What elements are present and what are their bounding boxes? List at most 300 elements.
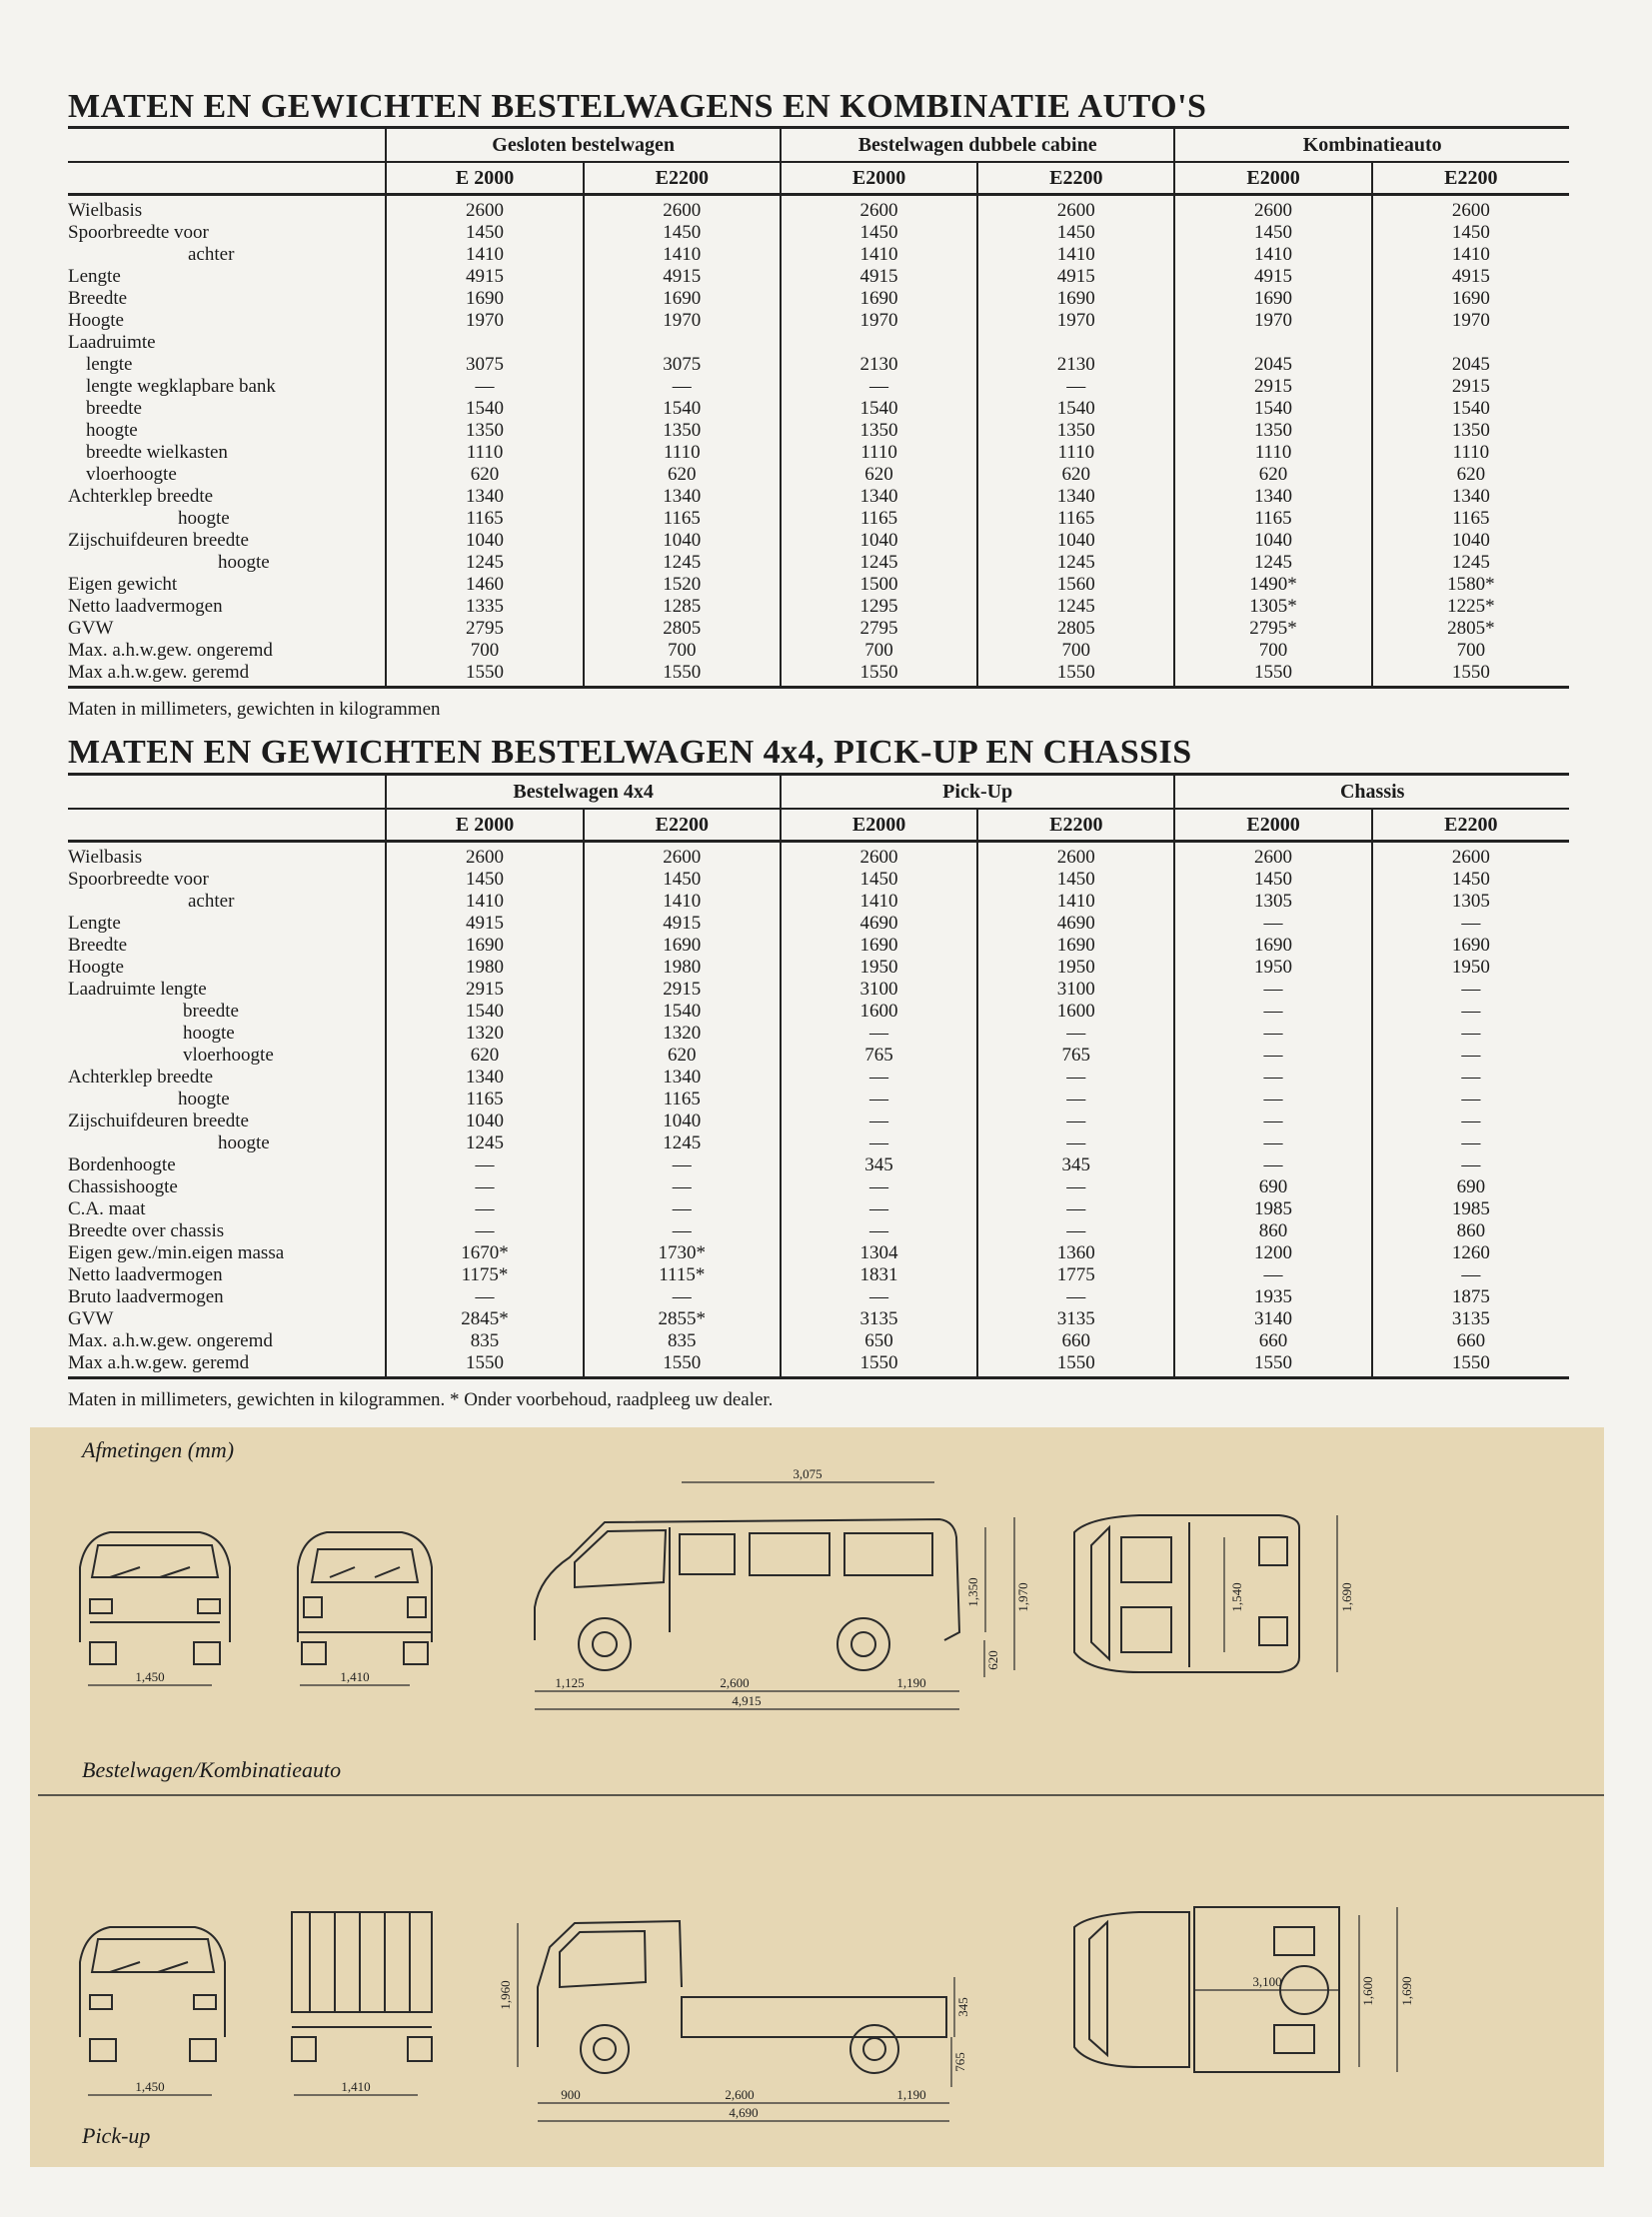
table-cell: 4915 (584, 913, 781, 935)
table-cell: 1165 (386, 508, 583, 530)
table-cell: 1550 (386, 1352, 583, 1378)
row-label: Spoorbreedte voor (68, 869, 209, 890)
row-label: Max a.h.w.gew. geremd (68, 662, 386, 688)
table-cell: — (1372, 1089, 1569, 1110)
table-cell: 1260 (1372, 1242, 1569, 1264)
table-cell: 3100 (781, 979, 977, 1001)
table-cell: 1460 (386, 574, 583, 596)
table-cell: — (386, 1154, 583, 1176)
table-cell: — (1372, 979, 1569, 1001)
table-cell: — (1372, 1023, 1569, 1045)
table-cell: 2130 (781, 354, 977, 376)
van-caption: Bestelwagen/Kombinatieauto (82, 1757, 342, 1782)
table-cell: — (1174, 1132, 1371, 1154)
table-cell: 4915 (977, 266, 1174, 288)
table-cell: 1350 (781, 420, 977, 442)
table-body (68, 195, 1569, 688)
table-cell: — (977, 1132, 1174, 1154)
table-cell: 2600 (386, 195, 583, 223)
table-cell: 2795* (1174, 618, 1371, 640)
table-row (68, 1330, 1569, 1352)
group-header: Kombinatieauto (1174, 128, 1569, 163)
table-cell: 2600 (781, 195, 977, 223)
table-row (68, 1352, 1569, 1378)
table-cell: — (1372, 1154, 1569, 1176)
table-row (68, 398, 1569, 420)
table-cell: — (1174, 1089, 1371, 1110)
table-row (68, 913, 1569, 935)
model-header: E2200 (977, 162, 1174, 195)
table-cell: 1110 (977, 442, 1174, 464)
model-header: E2200 (1372, 162, 1569, 195)
row-label: lengte wegklapbare bank (86, 376, 276, 397)
table-cell: 1165 (1174, 508, 1371, 530)
table-cell: 1970 (584, 310, 781, 332)
table-cell: 620 (386, 464, 583, 486)
row-label: Zijschuifdeuren breedte (68, 1110, 249, 1131)
row-label: hoogte (218, 1132, 270, 1153)
table-cell: 1690 (584, 935, 781, 957)
row-label: Breedte over chassis (68, 1220, 225, 1241)
table-cell: 1410 (977, 891, 1174, 913)
table-cell: 1110 (781, 442, 977, 464)
table-row (68, 1242, 1569, 1264)
spec-table-4x4-pickup-chassis (68, 773, 1569, 1379)
table-row (68, 618, 1569, 640)
table-corner (68, 775, 386, 810)
dim-label: 1,960 (498, 1980, 513, 2010)
table-cell: 1450 (977, 869, 1174, 891)
dim-label: 1,450 (135, 1669, 165, 1684)
table-cell: 2600 (977, 195, 1174, 223)
row-label: Wielbasis (68, 847, 143, 868)
group-header: Chassis (1174, 775, 1569, 810)
table-cell: 1540 (584, 398, 781, 420)
dim-label: 1,600 (1360, 1976, 1375, 2006)
table-cell: 1410 (584, 244, 781, 266)
table-cell: — (1174, 913, 1371, 935)
table-cell: 1340 (977, 486, 1174, 508)
row-label: Laadruimte lengte (68, 979, 207, 1000)
table-cell: 1550 (781, 662, 977, 688)
table-cell: 1304 (781, 1242, 977, 1264)
table-cell: 660 (1174, 1330, 1371, 1352)
group-header: Pick-Up (781, 775, 1175, 810)
table-cell: 700 (386, 640, 583, 662)
table-cell: 1550 (1174, 1352, 1371, 1378)
table-cell: 2600 (977, 842, 1174, 870)
table-cell: — (1174, 1110, 1371, 1132)
table-cell: 700 (977, 640, 1174, 662)
table-cell: 2915 (584, 979, 781, 1001)
row-label: Laadruimte (68, 332, 156, 353)
table-corner (68, 809, 386, 842)
table-cell: 1550 (781, 1352, 977, 1378)
row-label: Breedte (68, 288, 128, 309)
row-label: Eigen gew./min.eigen massa (68, 1242, 285, 1263)
table-cell: — (781, 1198, 977, 1220)
table-cell: — (1372, 1132, 1569, 1154)
row-label: breedte (183, 1001, 239, 1022)
table-cell: 1245 (977, 552, 1174, 574)
table-row (68, 1023, 1569, 1045)
table-cell: 1550 (1174, 662, 1371, 688)
table-cell: 1950 (977, 957, 1174, 979)
table-cell: 1200 (1174, 1242, 1371, 1264)
row-label: Spoorbreedte voor (68, 222, 209, 243)
table-note: Maten in millimeters, gewichten in kilogrammen (68, 699, 441, 720)
table-cell: 1360 (977, 1242, 1174, 1264)
dim-label: 620 (985, 1650, 1000, 1670)
table-cell: 1560 (977, 574, 1174, 596)
table-cell: 1690 (977, 935, 1174, 957)
model-header: E2000 (781, 162, 977, 195)
table-row (68, 979, 1569, 1001)
table-cell: 620 (781, 464, 977, 486)
table-cell: 700 (584, 640, 781, 662)
table-cell: — (1174, 1045, 1371, 1067)
table-cell: 2805 (584, 618, 781, 640)
table-cell: 2795 (386, 618, 583, 640)
table-cell: 2795 (781, 618, 977, 640)
model-header: E2000 (1174, 162, 1371, 195)
table-cell: 1350 (584, 420, 781, 442)
table-row (68, 552, 1569, 574)
row-label: hoogte (86, 420, 138, 441)
table-cell: 1040 (1174, 530, 1371, 552)
table-row (68, 244, 1569, 266)
table-cell: 1110 (584, 442, 781, 464)
table-cell: 1540 (977, 398, 1174, 420)
table-cell: 3135 (1372, 1308, 1569, 1330)
table-row (68, 869, 1569, 891)
row-label: Max. a.h.w.gew. ongeremd (68, 640, 273, 661)
table-cell: 3135 (977, 1308, 1174, 1330)
table-cell: 1305 (1174, 891, 1371, 913)
row-label: hoogte (183, 1023, 235, 1044)
table-cell: 1040 (386, 530, 583, 552)
table-cell: 1970 (977, 310, 1174, 332)
table-row (68, 1154, 1569, 1176)
table-cell: 1340 (386, 1067, 583, 1089)
table-cell: 1350 (1372, 420, 1569, 442)
row-label: Bruto laadvermogen (68, 1286, 224, 1307)
table-cell: — (1174, 1001, 1371, 1023)
spec-table-vans (68, 126, 1569, 689)
table-note: Maten in millimeters, gewichten in kilogrammen. * Onder voorbehoud, raadpleeg uw dealer. (68, 1389, 774, 1410)
row-label: GVW (68, 1308, 114, 1329)
table-cell: 1320 (386, 1023, 583, 1045)
group-header: Bestelwagen dubbele cabine (781, 128, 1175, 163)
table-cell (386, 332, 583, 354)
table-cell: 860 (1372, 1220, 1569, 1242)
table-cell: 1305 (1372, 891, 1569, 913)
table-row (68, 1264, 1569, 1286)
table-cell: 1175* (386, 1264, 583, 1286)
pickup-caption: Pick-up (82, 2123, 151, 2148)
table-cell: 1970 (1174, 310, 1371, 332)
table-cell: — (1372, 1110, 1569, 1132)
table-cell: 1690 (1174, 288, 1371, 310)
table-cell: 2915 (1372, 376, 1569, 398)
table-cell: 620 (584, 464, 781, 486)
table-cell: 660 (977, 1330, 1174, 1352)
table-cell: — (1372, 1045, 1569, 1067)
table-cell: 1340 (1372, 486, 1569, 508)
table-cell: 1540 (386, 398, 583, 420)
table-cell: 1970 (1372, 310, 1569, 332)
table-cell: 3100 (977, 979, 1174, 1001)
table-row (68, 1045, 1569, 1067)
table-corner (68, 128, 386, 163)
table-cell: 1165 (386, 1089, 583, 1110)
table-cell: — (1174, 1023, 1371, 1045)
table-row (68, 508, 1569, 530)
table-cell: — (386, 1198, 583, 1220)
table-cell (1174, 332, 1371, 354)
pickup-side-view (538, 1921, 946, 2073)
table-cell: — (977, 376, 1174, 398)
table-cell: — (584, 1198, 781, 1220)
table-cell: 1245 (1174, 552, 1371, 574)
table-cell: 700 (781, 640, 977, 662)
dim-label: 1,450 (135, 2079, 165, 2094)
table-cell: 1450 (584, 869, 781, 891)
table-cell (977, 332, 1174, 354)
row-label: Netto laadvermogen (68, 1264, 223, 1285)
table-cell (781, 332, 977, 354)
table-cell: 1110 (1174, 442, 1371, 464)
table-cell: 1350 (977, 420, 1174, 442)
table-cell: 1450 (977, 222, 1174, 244)
table-cell: 345 (977, 1154, 1174, 1176)
dim-label: 1,540 (1229, 1582, 1244, 1612)
row-label: hoogte (218, 552, 270, 573)
table-cell: 1305* (1174, 596, 1371, 618)
table-row (68, 464, 1569, 486)
table-cell: — (1372, 1264, 1569, 1286)
diagram-title: Afmetingen (mm) (82, 1437, 235, 1462)
table-cell: 1970 (781, 310, 977, 332)
table-row (68, 842, 1569, 870)
table-cell: 3135 (781, 1308, 977, 1330)
table-row (68, 891, 1569, 913)
table-cell: 1410 (781, 891, 977, 913)
table-cell: — (1372, 1067, 1569, 1089)
table-cell: 1450 (1174, 222, 1371, 244)
dim-label: 3,100 (1252, 1974, 1282, 1989)
table-cell: — (781, 1023, 977, 1045)
dim-label: 2,600 (720, 1675, 750, 1690)
table-cell: 1520 (584, 574, 781, 596)
table-row (68, 486, 1569, 508)
table-cell: 1985 (1174, 1198, 1371, 1220)
table-row (68, 1089, 1569, 1110)
table-cell: 1540 (584, 1001, 781, 1023)
table-cell (1372, 332, 1569, 354)
van-front-view (80, 1532, 230, 1664)
table-cell: 1410 (386, 891, 583, 913)
table-cell: 1225* (1372, 596, 1569, 618)
row-label: C.A. maat (68, 1198, 146, 1219)
table-cell: 2600 (1174, 842, 1371, 870)
table-cell: 1690 (781, 288, 977, 310)
table-cell: 765 (781, 1045, 977, 1067)
table-cell: 1831 (781, 1264, 977, 1286)
table-cell: 4690 (977, 913, 1174, 935)
table-cell: 1340 (781, 486, 977, 508)
model-header: E2200 (584, 162, 781, 195)
table-cell: 690 (1372, 1176, 1569, 1198)
table-cell: 4915 (1372, 266, 1569, 288)
model-header: E2200 (977, 809, 1174, 842)
table-cell: — (977, 1176, 1174, 1198)
table-cell: 1690 (584, 288, 781, 310)
dim-label: 1,410 (340, 1669, 370, 1684)
row-label: Zijschuifdeuren breedte (68, 530, 249, 551)
table-cell: 1450 (1372, 222, 1569, 244)
row-label: vloerhoogte (86, 464, 177, 485)
table-cell: 2855* (584, 1308, 781, 1330)
table-row (68, 640, 1569, 662)
table-cell: 700 (1174, 640, 1371, 662)
table-cell: 2130 (977, 354, 1174, 376)
model-header: E2000 (1174, 809, 1371, 842)
table-cell: 1690 (1372, 935, 1569, 957)
row-label: achter (188, 891, 235, 912)
table-cell: 1540 (781, 398, 977, 420)
table-cell: 1040 (584, 1110, 781, 1132)
table-cell: 1550 (386, 662, 583, 688)
table-cell: 1875 (1372, 1286, 1569, 1308)
row-label: breedte wielkasten (86, 442, 228, 463)
table-cell: 1550 (977, 1352, 1174, 1378)
table-cell: 4915 (1174, 266, 1371, 288)
table-cell: 1690 (386, 935, 583, 957)
table-cell: — (1372, 913, 1569, 935)
table-cell: 4690 (781, 913, 977, 935)
group-header: Gesloten bestelwagen (386, 128, 781, 163)
table-cell: — (1174, 979, 1371, 1001)
table-cell: 3140 (1174, 1308, 1371, 1330)
table-row (68, 574, 1569, 596)
table-cell: 1410 (977, 244, 1174, 266)
table-cell: 2600 (1372, 842, 1569, 870)
table-row (68, 222, 1569, 244)
table-cell: 1410 (1372, 244, 1569, 266)
table-cell: — (977, 1110, 1174, 1132)
row-label: Lengte (68, 913, 121, 934)
table-cell: 1340 (1174, 486, 1371, 508)
table-cell: 1670* (386, 1242, 583, 1264)
table-cell: 2845* (386, 1308, 583, 1330)
table-cell: 1450 (1174, 869, 1371, 891)
table-cell: 835 (386, 1330, 583, 1352)
row-label: achter (188, 244, 235, 265)
table-cell: 1450 (1372, 869, 1569, 891)
table-cell: — (977, 1089, 1174, 1110)
table-cell: 345 (781, 1154, 977, 1176)
table-cell: 2600 (584, 195, 781, 223)
table-cell: 1450 (386, 869, 583, 891)
row-label: vloerhoogte (183, 1045, 274, 1066)
table-cell: 765 (977, 1045, 1174, 1067)
row-label: Achterklep breedte (68, 486, 214, 507)
row-label: breedte (86, 398, 142, 419)
table-cell: 1110 (1372, 442, 1569, 464)
table-cell: 1550 (1372, 662, 1569, 688)
table-cell: 1580* (1372, 574, 1569, 596)
row-label: Wielbasis (68, 200, 143, 221)
row-label: Eigen gewicht (68, 574, 178, 595)
table-cell: 1340 (584, 486, 781, 508)
table-cell: — (1174, 1067, 1371, 1089)
table-cell: 1690 (781, 935, 977, 957)
table-cell: — (584, 376, 781, 398)
table-cell: — (1372, 1001, 1569, 1023)
table-cell: 1245 (584, 1132, 781, 1154)
table-cell: 1040 (977, 530, 1174, 552)
table-cell: — (977, 1067, 1174, 1089)
table-cell: 1040 (781, 530, 977, 552)
table-cell: 620 (584, 1045, 781, 1067)
table-cell: 835 (584, 1330, 781, 1352)
table-cell: 3075 (584, 354, 781, 376)
table-row (68, 195, 1569, 223)
table-cell: 2045 (1372, 354, 1569, 376)
table-cell: 1980 (584, 957, 781, 979)
table-row (68, 1176, 1569, 1198)
table-cell: 1410 (584, 891, 781, 913)
table-cell: 1950 (1372, 957, 1569, 979)
table-cell: 1245 (584, 552, 781, 574)
pickup-front-view (80, 1927, 225, 2061)
row-label: lengte (86, 354, 133, 375)
table-cell: 1690 (386, 288, 583, 310)
table-row (68, 354, 1569, 376)
table-cell: 1115* (584, 1264, 781, 1286)
table-cell: 1285 (584, 596, 781, 618)
table-cell: — (386, 376, 583, 398)
table-cell: 1165 (977, 508, 1174, 530)
dim-label: 1,190 (896, 1675, 926, 1690)
table-cell: 1245 (386, 552, 583, 574)
table-cell: 1320 (584, 1023, 781, 1045)
table-row (68, 1308, 1569, 1330)
table-cell: — (781, 1110, 977, 1132)
table-cell: 1500 (781, 574, 977, 596)
section1-title: MATEN EN GEWICHTEN BESTELWAGENS EN KOMBINATIE AUTO'S (68, 88, 1207, 125)
table-cell: 4915 (386, 913, 583, 935)
van-side-view (535, 1519, 959, 1670)
table-cell: — (781, 1176, 977, 1198)
table-cell: 1970 (386, 310, 583, 332)
table-row (68, 1286, 1569, 1308)
table-cell: 1165 (584, 1089, 781, 1110)
table-cell: 620 (1372, 464, 1569, 486)
table-cell: 2600 (781, 842, 977, 870)
table-row (68, 957, 1569, 979)
table-cell: 700 (1372, 640, 1569, 662)
dimensions-diagram (30, 1427, 1604, 2167)
table-row (68, 1001, 1569, 1023)
table-cell: 1165 (1372, 508, 1569, 530)
table-row (68, 935, 1569, 957)
table-row (68, 1067, 1569, 1089)
section2-title: MATEN EN GEWICHTEN BESTELWAGEN 4x4, PICK-UP EN CHASSIS (68, 734, 1192, 771)
table-row (68, 1220, 1569, 1242)
table-cell: 1410 (386, 244, 583, 266)
